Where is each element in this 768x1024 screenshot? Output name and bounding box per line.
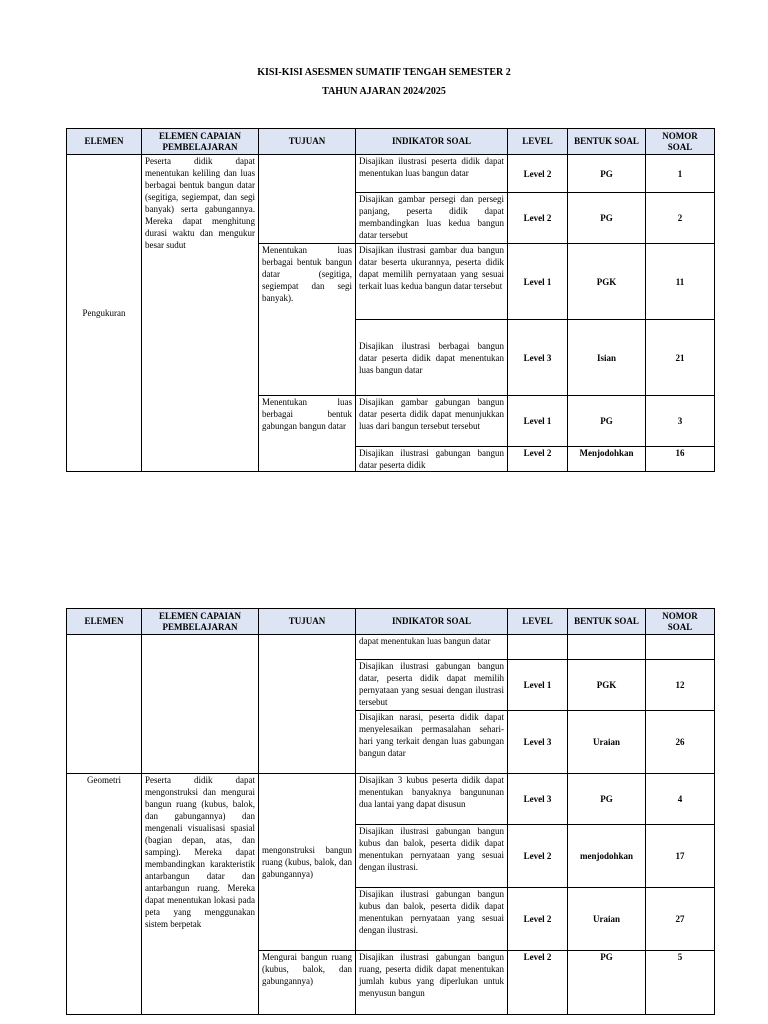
- indikator-cell: Disajikan narasi, peserta didik dapat menyelesaikan permasalahan sehari-hari yang terkait dengan luas gabungan bangun datar: [356, 711, 508, 774]
- level-cell: Level 2: [508, 951, 568, 1015]
- tujuan-cell: Menentukan luas berbagai bentuk bangun datar (segitiga, segiempat dan segi banyak).: [259, 244, 356, 396]
- level-cell: Level 3: [508, 320, 568, 396]
- header-nomor: NOMOR SOAL: [646, 609, 715, 635]
- indikator-cell: Disajikan ilustrasi gabungan bangun datar, peserta didik dapat memilih pernyataan yang sesuai dengan ilustrasi tersebut: [356, 660, 508, 711]
- header-capaian: ELEMEN CAPAIAN PEMBELAJARAN: [142, 129, 259, 155]
- bentuk-cell: [568, 635, 646, 660]
- header-level: LEVEL: [508, 129, 568, 155]
- header-elemen: ELEMEN: [67, 129, 142, 155]
- capaian-cell: Peserta didik dapat menentukan keliling dan luas berbagai bentuk bangun datar (segitiga, segiempat, dan segi banyak) serta gabungannya. Mereka dapat menghitung durasi waktu dan mengukur besar sudut: [142, 155, 259, 472]
- header-elemen: ELEMEN: [67, 609, 142, 635]
- header-bentuk: BENTUK SOAL: [568, 609, 646, 635]
- indikator-cell: Disajikan gambar gabungan bangun datar peserta didik dapat menunjukkan luas dari bangun tersebut tersebut: [356, 396, 508, 447]
- bentuk-cell: Menjodohkan: [568, 447, 646, 472]
- header-tujuan: TUJUAN: [259, 129, 356, 155]
- nomor-cell: 1: [646, 155, 715, 193]
- level-cell: Level 3: [508, 774, 568, 825]
- bentuk-cell: PG: [568, 951, 646, 1015]
- bentuk-cell: PG: [568, 396, 646, 447]
- bentuk-cell: PGK: [568, 660, 646, 711]
- tujuan-cell: [259, 155, 356, 244]
- indikator-cell: Disajikan ilustrasi gambar dua bangun datar beserta ukurannya, peserta didik dapat memilih pernyataan yang sesuai terkait luas kedua bangun datar tersebut: [356, 244, 508, 320]
- indikator-cell: Disajikan 3 kubus peserta didik dapat menentukan banyaknya bangununan dua lantai yang dapat disusun: [356, 774, 508, 825]
- bentuk-cell: Uraian: [568, 711, 646, 774]
- nomor-cell: 3: [646, 396, 715, 447]
- level-cell: Level 2: [508, 447, 568, 472]
- tujuan-cell: Menentukan luas berbagai bentuk gabungan bangun datar: [259, 396, 356, 472]
- level-cell: Level 2: [508, 888, 568, 951]
- elemen-cell: Geometri: [67, 774, 142, 1015]
- indikator-cell: Disajikan ilustrasi berbagai bangun datar peserta didik dapat menentukan luas bangun datar: [356, 320, 508, 396]
- table-header-row: [67, 129, 715, 155]
- capaian-cell: [142, 635, 259, 774]
- level-cell: Level 3: [508, 711, 568, 774]
- header-indikator: INDIKATOR SOAL: [356, 129, 508, 155]
- bentuk-cell: Uraian: [568, 888, 646, 951]
- nomor-cell: 26: [646, 711, 715, 774]
- elemen-cell: Pengukuran: [67, 155, 142, 472]
- table-header-row: [67, 609, 715, 635]
- bentuk-cell: PG: [568, 774, 646, 825]
- bentuk-cell: PGK: [568, 244, 646, 320]
- nomor-cell: 16: [646, 447, 715, 472]
- tujuan-cell: [259, 635, 356, 774]
- level-cell: [508, 635, 568, 660]
- tujuan-cell: mengonstruksi bangun ruang (kubus, balok, dan gabungannya): [259, 774, 356, 951]
- level-cell: Level 1: [508, 396, 568, 447]
- indikator-cell: Disajikan ilustrasi gabungan bangun kubus dan balok, peserta didik dapat menentukan pernyataan yang sesuai dengan ilustrasi.: [356, 888, 508, 951]
- indikator-cell: Disajikan gambar persegi dan persegi panjang, peserta didik dapat membandingkan luas kedua bangun datar tersebut: [356, 193, 508, 244]
- indikator-cell: Disajikan ilustrasi gabungan bangun kubus dan balok, peserta didik dapat menentukan pernyataan yang sesuai dengan ilustrasi.: [356, 825, 508, 888]
- level-cell: Level 2: [508, 155, 568, 193]
- kisi-table-page-2: [66, 608, 715, 1015]
- document-title: KISI-KISI ASESMEN SUMATIF TENGAH SEMESTER 2: [257, 67, 511, 78]
- bentuk-cell: menjodohkan: [568, 825, 646, 888]
- header-indikator: INDIKATOR SOAL: [356, 609, 508, 635]
- indikator-cell: dapat menentukan luas bangun datar: [356, 635, 508, 660]
- table-row: [67, 635, 715, 660]
- indikator-cell: Disajikan ilustrasi gabungan bangun ruang, peserta didik dapat menentukan jumlah kubus yang diperlukan untuk menyusun bangun: [356, 951, 508, 1015]
- level-cell: Level 2: [508, 193, 568, 244]
- level-cell: Level 1: [508, 660, 568, 711]
- nomor-cell: 2: [646, 193, 715, 244]
- nomor-cell: 17: [646, 825, 715, 888]
- nomor-cell: 11: [646, 244, 715, 320]
- tujuan-cell: Mengurai bangun ruang (kubus, balok, dan gabungannya): [259, 951, 356, 1015]
- table-row: [67, 774, 715, 825]
- academic-year: TAHUN AJARAN 2024/2025: [322, 86, 446, 97]
- header-nomor: NOMOR SOAL: [646, 129, 715, 155]
- bentuk-cell: PG: [568, 193, 646, 244]
- header-tujuan: TUJUAN: [259, 609, 356, 635]
- nomor-cell: [646, 635, 715, 660]
- nomor-cell: 21: [646, 320, 715, 396]
- level-cell: Level 1: [508, 244, 568, 320]
- indikator-cell: Disajikan ilustrasi peserta didik dapat menentukan luas bangun datar: [356, 155, 508, 193]
- header-capaian: ELEMEN CAPAIAN PEMBELAJARAN: [142, 609, 259, 635]
- nomor-cell: 4: [646, 774, 715, 825]
- nomor-cell: 12: [646, 660, 715, 711]
- header-bentuk: BENTUK SOAL: [568, 129, 646, 155]
- nomor-cell: 5: [646, 951, 715, 1015]
- kisi-table-page-1: [66, 128, 715, 472]
- bentuk-cell: PG: [568, 155, 646, 193]
- elemen-cell: [67, 635, 142, 774]
- level-cell: Level 2: [508, 825, 568, 888]
- bentuk-cell: Isian: [568, 320, 646, 396]
- capaian-cell: Peserta didik dapat mengonstruksi dan mengurai bangun ruang (kubus, balok, dan gabungannya) dan mengenali visualisasi spasial (bagian depan, atas, dan samping). Mereka dapat membandingkan karakteristik antarbangun datar dan antarbangun ruang. Mereka dapat menentukan lokasi pada peta yang menggunakan sistem berpetak: [142, 774, 259, 1015]
- indikator-cell: Disajikan ilustrasi gabungan bangun datar peserta didik: [356, 447, 508, 472]
- table-row: [67, 155, 715, 193]
- header-level: LEVEL: [508, 609, 568, 635]
- nomor-cell: 27: [646, 888, 715, 951]
